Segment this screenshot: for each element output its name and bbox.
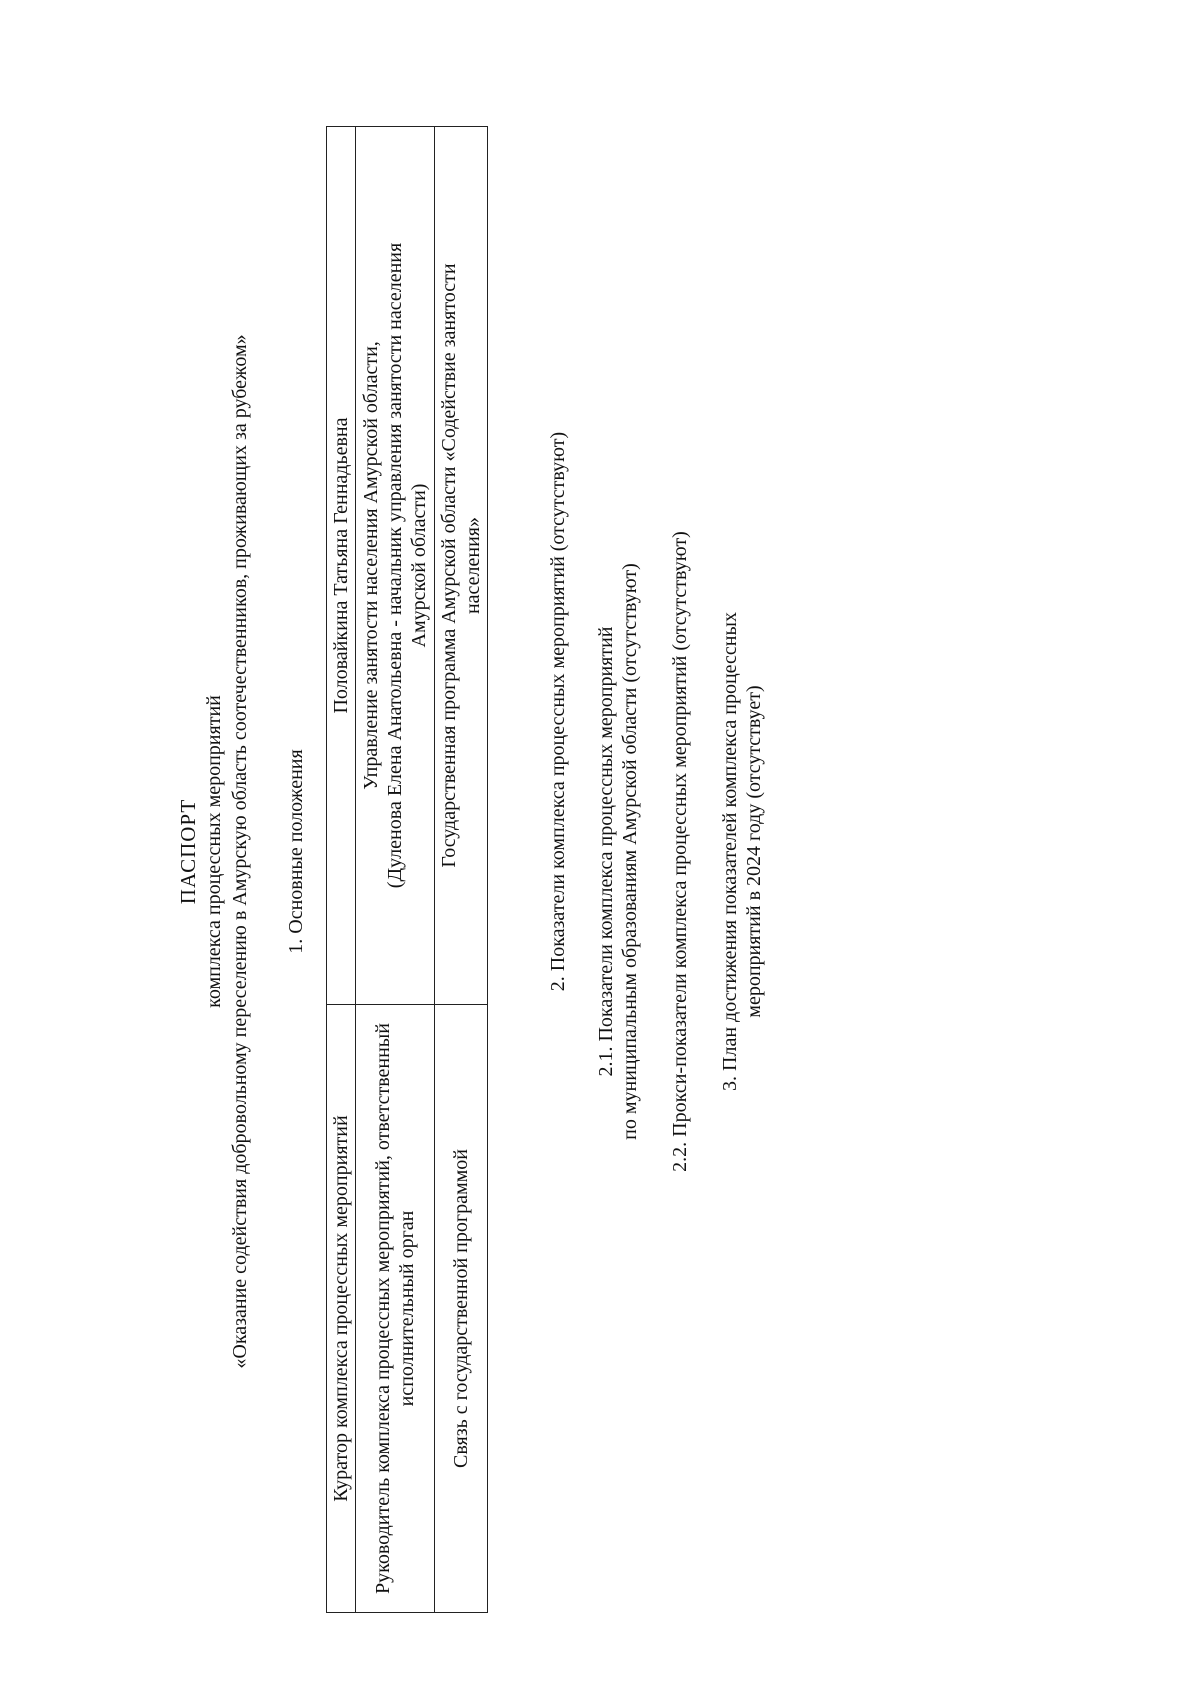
curator-label: Куратор комплекса процессных мероприятий [330, 1115, 352, 1502]
program-link-label-cell [435, 1005, 488, 1613]
section-2-1-heading-line-2: по муниципальным образованиям Амурской области (отсутствуют) [619, 563, 641, 1140]
table-row-head [356, 127, 435, 1613]
curator-label-cell [327, 1005, 356, 1613]
head-value-line-1: Управление занятости населения Амурской области, [360, 341, 382, 790]
program-name: «Оказание содействия добровольному переселению в Амурскую область соотечественников, проживающих за рубежом» [229, 334, 251, 1369]
program-link-value-line-2: населения» [462, 516, 484, 615]
basic-provisions-table [326, 126, 488, 1613]
section-3-heading-line-2: мероприятий в 2024 году (отсутствует) [743, 685, 765, 1018]
head-label-cell [356, 1005, 435, 1613]
section-2-2-heading: 2.2. Прокси-показатели комплекса процессных мероприятий (отсутствуют) [669, 531, 691, 1172]
head-value-cell [356, 127, 435, 1005]
program-link-label: Связь с государственной программой [450, 1149, 472, 1468]
section-2-heading: 2. Показатели комплекса процессных мероприятий (отсутствуют) [547, 431, 569, 992]
section-3-heading-line-1: 3. План достижения показателей комплекса процессных [719, 612, 741, 1091]
program-link-value-cell [435, 127, 488, 1005]
curator-value-cell [327, 127, 356, 1005]
head-label-line-2: исполнительный орган [396, 1210, 418, 1407]
section-1-heading: 1. Основные положения [285, 749, 307, 954]
program-link-value-line-1: Государственная программа Амурской области «Содействие занятости [438, 263, 460, 868]
head-value-line-2: (Дуленова Елена Анатольевна - начальник управления занятости населения [384, 242, 406, 889]
table-row-curator [327, 127, 356, 1613]
table-row-program-link [435, 127, 488, 1613]
curator-value: Половайкина Татьяна Геннадьевна [330, 417, 352, 714]
head-value-line-3: Амурской области) [408, 483, 430, 648]
section-2-1-heading-line-1: 2.1. Показатели комплекса процессных мероприятий [595, 626, 617, 1077]
document-subtitle: комплекса процессных мероприятий [203, 695, 225, 1008]
document-title: ПАСПОРТ [176, 798, 200, 905]
head-label-line-1: Руководитель комплекса процессных мероприятий, ответственный [372, 1023, 394, 1594]
